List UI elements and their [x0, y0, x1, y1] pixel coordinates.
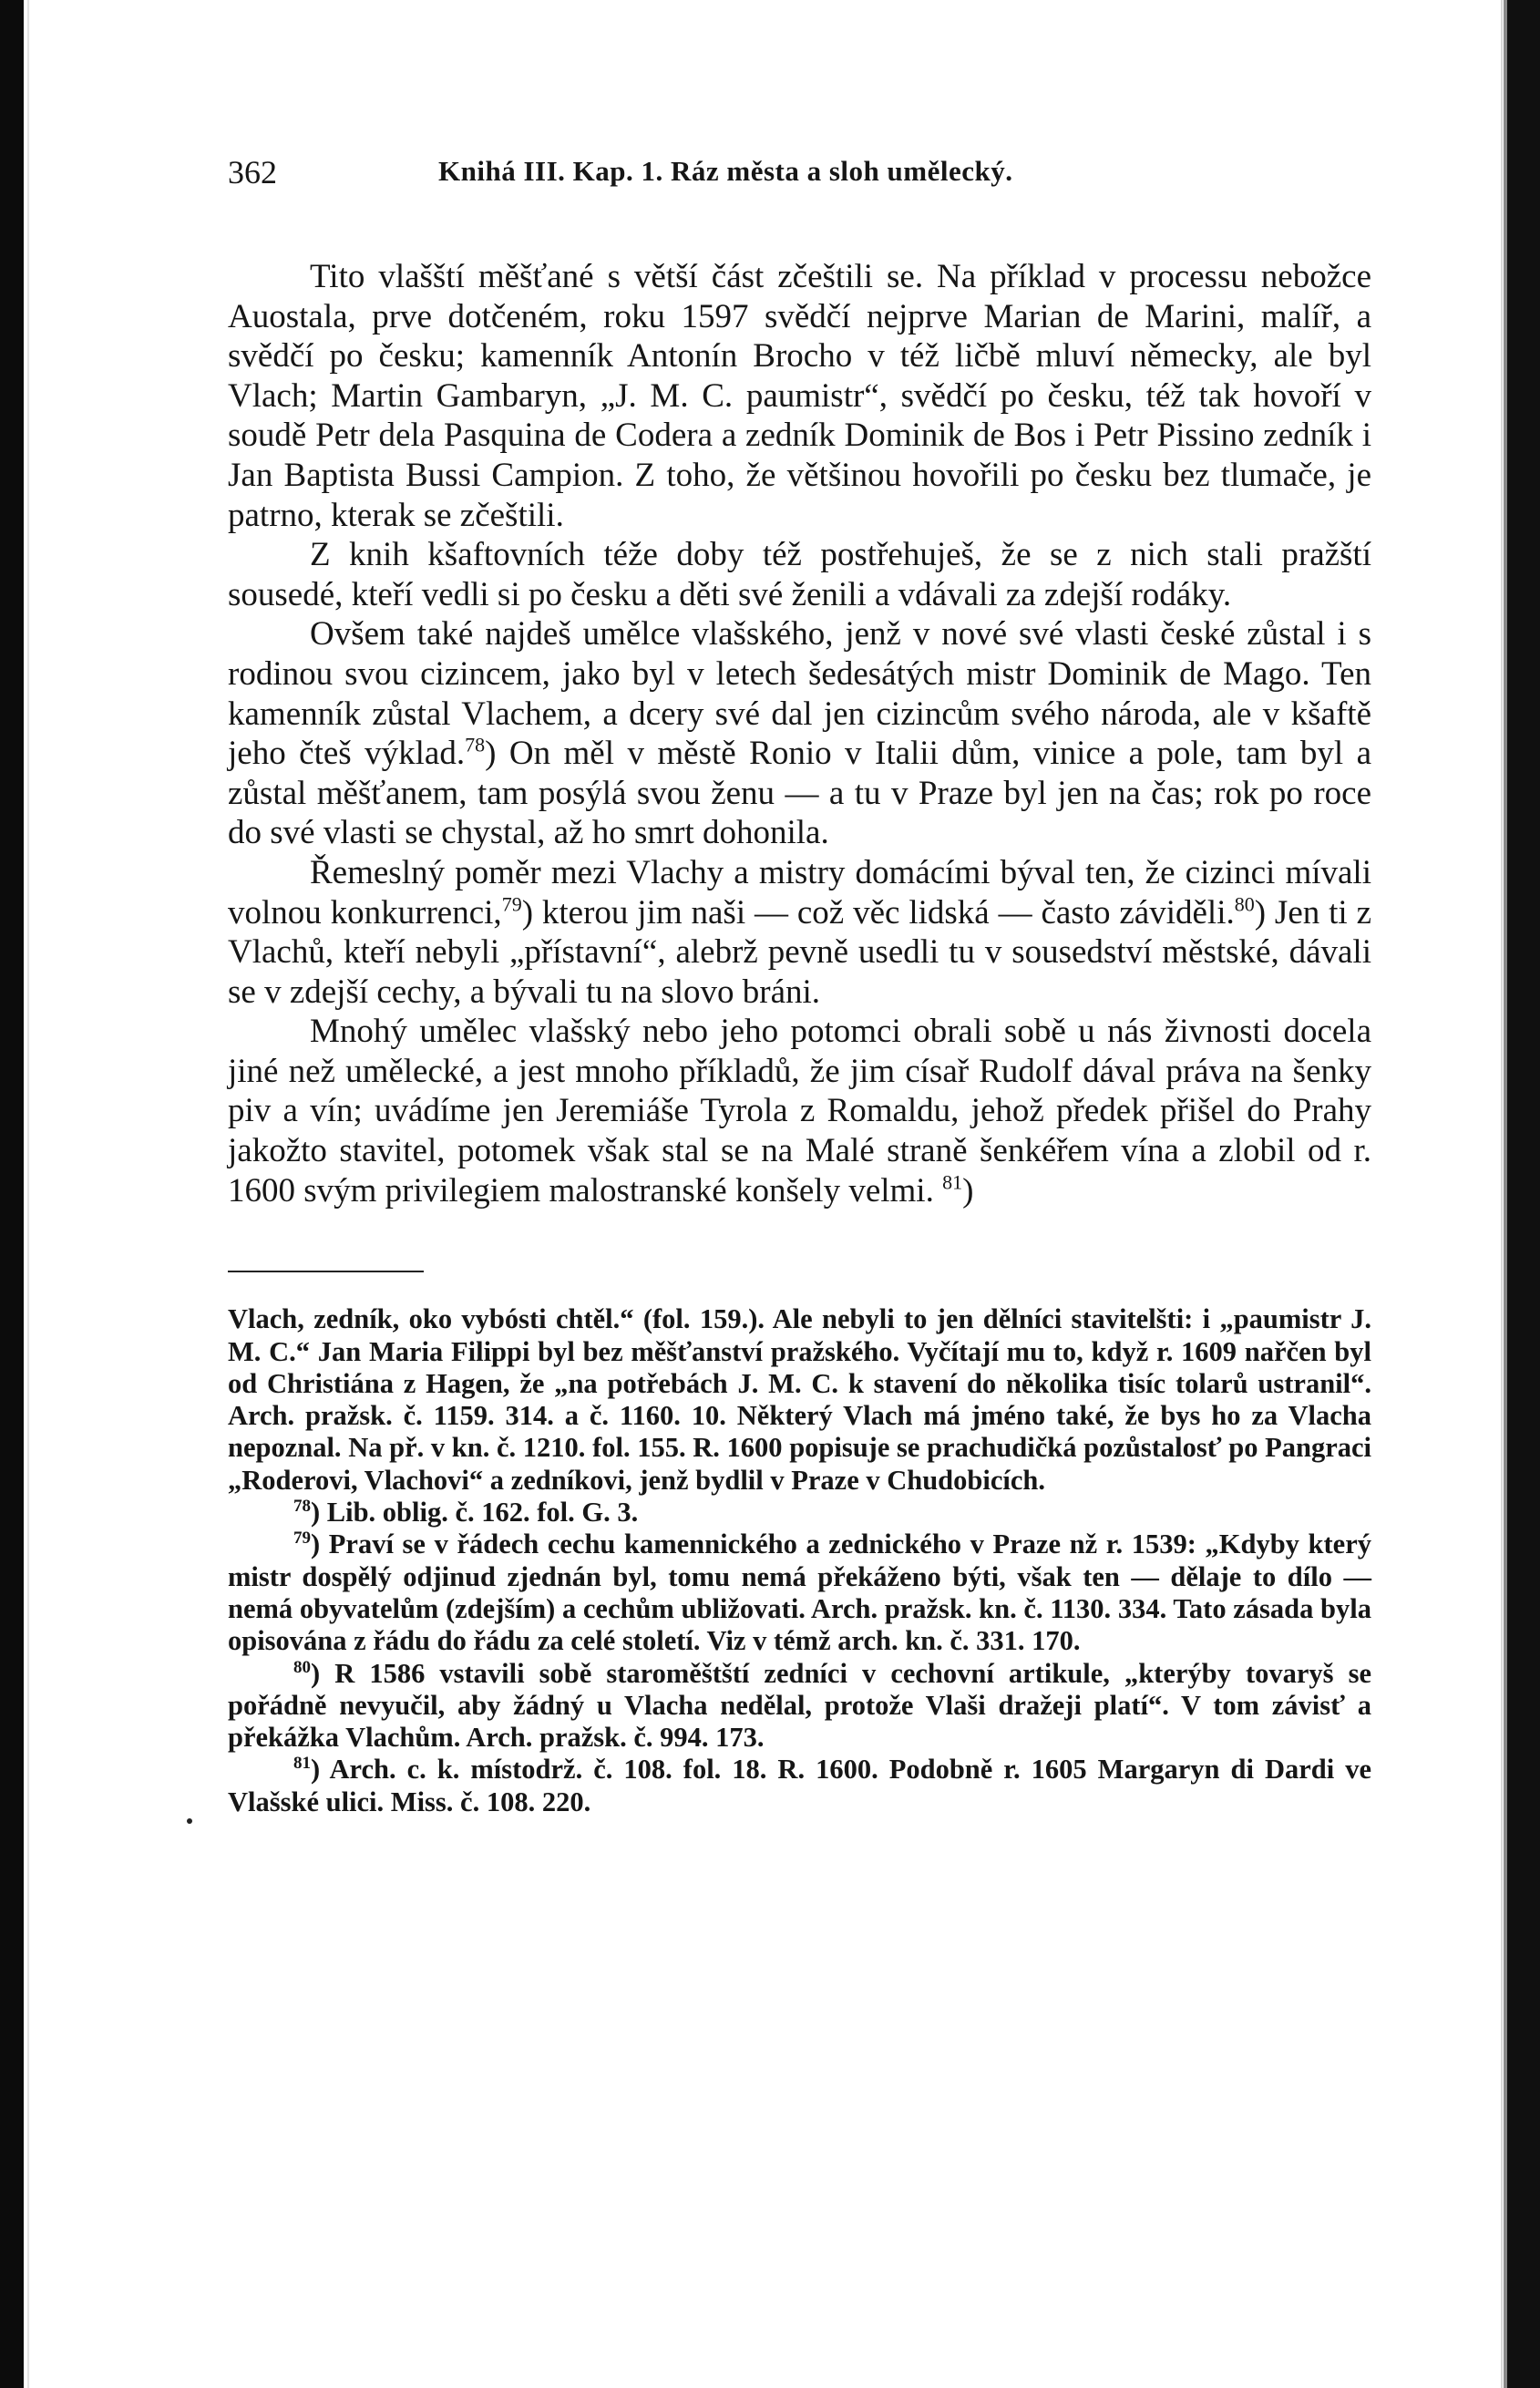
- footnote-mark: 79: [293, 1529, 311, 1549]
- footnote-text: ) Lib. oblig. č. 162. fol. G. 3.: [311, 1497, 639, 1529]
- paragraph: [228, 1012, 1371, 1210]
- scan-speck: [187, 1818, 192, 1824]
- footnote-80: [228, 1658, 1371, 1755]
- paragraph-text: ) kterou jim naši — což věc lidská — často záviděli.: [521, 893, 1235, 932]
- footnote-text: ) Arch. c. k. místodrž. č. 108. fol. 18. R. 1600. Podobně r. 1605 Margaryn di Dardi ve Vlašské ulici. Miss. č. 108. 220.: [228, 1754, 1371, 1817]
- footnote-81: [228, 1754, 1371, 1818]
- footnotes: [228, 1303, 1371, 1818]
- paragraph: Tito vlašští měšťané s větší část zčeštili se. Na příklad v processu nebožce Auostala, prve dotčeném, roku 1597 svědčí nejprve Marian de Marini, malíř, a svědčí po česku; kamenník Antonín Brocho v též ličbě mluví německy, ale byl Vlach; Martin Gambaryn, „J. M. C. paumistr“, svědčí po česku, též tak hovoří v soudě Petr dela Pasquina de Codera a zedník Dominik de Bos i Petr Pissino zedník i Jan Baptista Bussi Campion. Z toho, že většinou hovořili po česku bez tlumače, je patrno, kterak se zčeštili.: [228, 258, 1371, 534]
- footnote-mark: 81: [293, 1754, 311, 1774]
- footnote-text: ) R 1586 vstavili sobě staroměštští zedníci v cechovní artikule, „kterýby tovaryš se pořádně nevyučil, aby žádný u Vlacha nedělal, protože Vlaši dražeji platí“. V tom závisť a překážka Vlachům. Arch. pražsk. č. 994. 173.: [228, 1657, 1371, 1754]
- footnote-reference[interactable]: 80: [1234, 892, 1255, 916]
- footnote-78: [228, 1497, 1371, 1529]
- footnote-text: ) Praví se v řádech cechu kamennického a zednického v Praze nž r. 1539: „Kdyby který mistr dospělý odjinud zjednán byl, tomu nemá překáženo býti, však ten — dělaje to dílo — nemá obyvatelům (zdejším) a cechům ubližovati. Arch. pražsk. kn. č. 1130. 334. Tato zásada byla opisována z řádu do řádu za celé století. Viz v témž arch. kn. č. 331. 170.: [228, 1529, 1371, 1657]
- footnote-mark: 78: [293, 1496, 311, 1516]
- scan-streak: [27, 0, 29, 2388]
- footnote-mark: 80: [293, 1657, 311, 1677]
- scan-border-left: [0, 0, 24, 2388]
- paragraph-text: Mnohý umělec vlašský nebo jeho potomci obrali sobě u nás živnosti docela jiné než umělecké, a jest mnoho příkladů, že jim císař Rudolf dával práva na šenky piv a vín; uvádíme jen Jeremiáše Tyrola z Romaldu, jehož předek přišel do Prahy jakožto stavitel, potomek však stal se na Malé straně šenkéřem vína a zlobil od r. 1600 svým privilegiem malostranské konšely velmi.: [228, 1013, 1371, 1209]
- running-head-title: Knihá III. Kap. 1. Ráz města a sloh umělecký.: [438, 155, 1013, 187]
- paragraph: [228, 614, 1371, 853]
- footnote-reference[interactable]: 78: [465, 733, 486, 757]
- scan-border-right: [1507, 0, 1540, 2388]
- page-content: [228, 146, 1371, 1818]
- paragraph-text: ): [962, 1171, 974, 1209]
- page-number: 362: [228, 154, 277, 190]
- paragraph-text: Řemeslný poměr mezi Vlachy a mistry domácími býval ten, že cizinci mívali volnou konkurrenci,: [228, 853, 1371, 932]
- paragraph-text: ) Jen ti z Vlachů, kteří nebyli „přístavní“, alebrž pevně usedli tu v sousedství městské, dávali se v zdejší cechy, a bývali tu na slovo bráni.: [228, 893, 1372, 1011]
- paragraph-text: ) On měl v městě Ronio v Italii dům, vinice a pole, tam byl a zůstal měšťanem, tam posýlá svou ženu — a tu v Praze byl jen na čas; rok po roce do své vlasti se chystal, až ho smrt dohonila.: [228, 735, 1371, 852]
- footnote-reference[interactable]: 81: [942, 1170, 963, 1194]
- scan-border-right-shadow: [1504, 0, 1507, 2388]
- footnote-separator: [228, 1271, 424, 1272]
- paragraph: Z knih kšaftovních téže doby též postřehuješ, že se z nich stali pražští sousedé, kteří vedli si po česku a děti své ženili a vdávali za zdejší rodáky.: [228, 536, 1371, 613]
- running-head: [228, 146, 1371, 191]
- paragraph-text: Ovšem také najdeš umělce vlašského, jenž v nové své vlasti české zůstal i s rodinou svou cizincem, jako byl v letech šedesátých mistr Dominik de Mago. Ten kamenník zůstal Vlachem, a dcery své dal jen cizincům svého národa, ale v kšaftě jeho čteš výklad.: [228, 615, 1371, 773]
- main-text: [228, 257, 1371, 1210]
- footnote-continuation: Vlach, zedník, oko vybósti chtěl.“ (fol. 159.). Ale nebyli to jen dělníci stavitelšti: i „paumistr J. M. C.“ Jan Maria Filippi byl bez měšťanství pražského. Vyčítají mu to, když r. 1609 nařčen byl od Christiána z Hagen, že „na potřebách J. M. C. k stavení do několika tisíc tolarů ustranil“. Arch. pražsk. č. 1159. 314. a č. 1160. 10. Některý Vlach má jméno také, že bys ho za Vlacha nepoznal. Na př. v kn. č. 1210. fol. 155. R. 1600 popisuje se prachudičká pozůstalosť po Pangraci „Roderovi, Vlachovi“ a zedníkovi, jenž bydlil v Praze v Chudobicích.: [228, 1303, 1371, 1496]
- footnote-79: [228, 1529, 1371, 1657]
- paragraph: [228, 853, 1371, 1012]
- scan-streak: [1501, 0, 1503, 2388]
- footnote-reference[interactable]: 79: [501, 892, 522, 916]
